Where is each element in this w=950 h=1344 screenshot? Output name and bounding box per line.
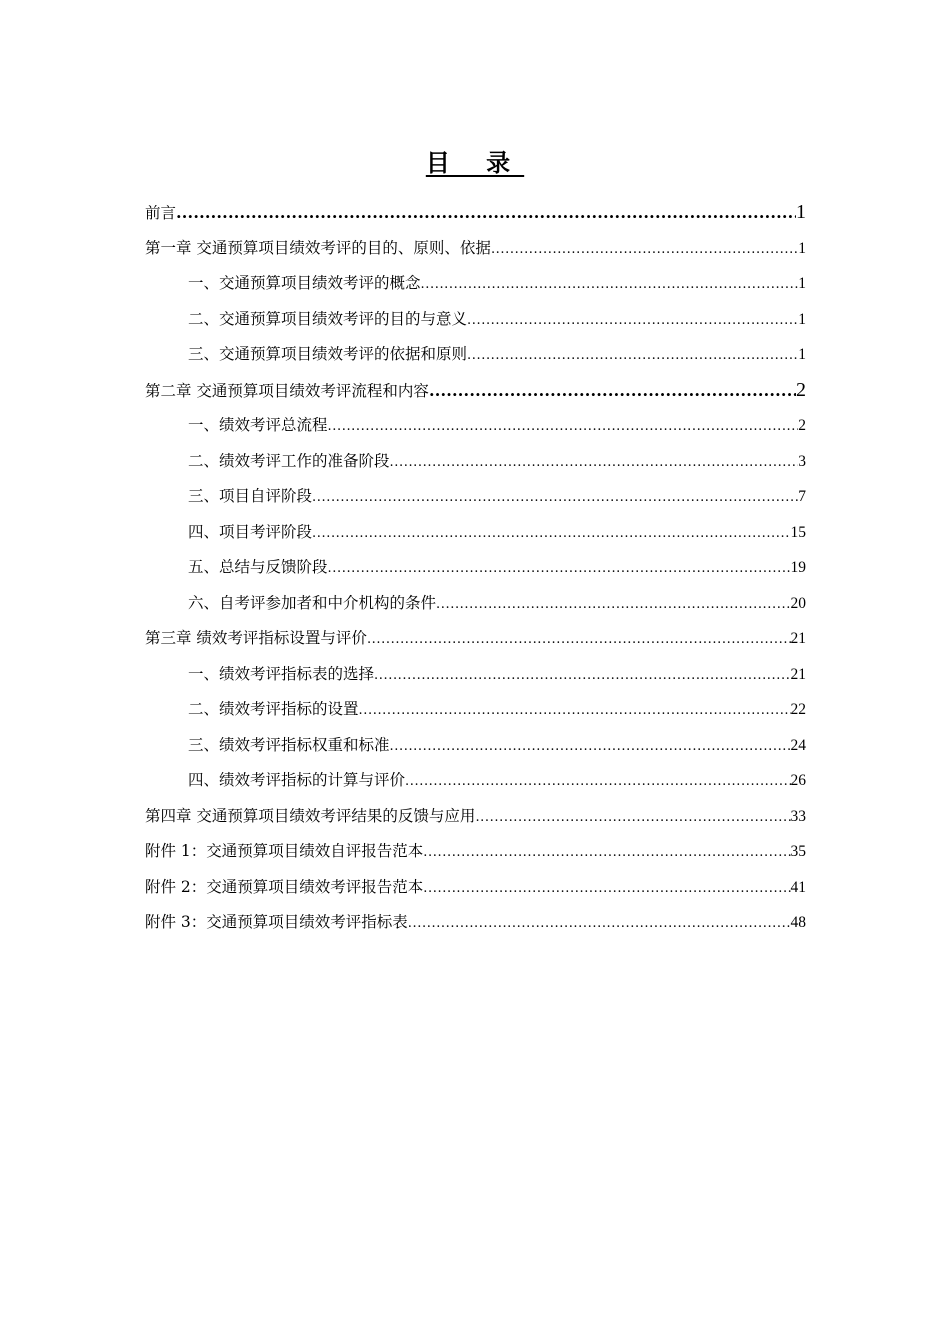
toc-entry-section[interactable] xyxy=(145,728,806,764)
toc-entry-page: 21 xyxy=(790,630,806,647)
toc-entry-section[interactable] xyxy=(145,444,806,480)
toc-entry-page: 24 xyxy=(790,736,806,754)
toc-entry-section[interactable] xyxy=(145,408,806,444)
toc-entry-page: 7 xyxy=(798,488,806,505)
toc-entry-label: 三、项目自评阶段 xyxy=(188,487,313,505)
toc-leader-dots xyxy=(359,693,791,729)
toc-entry-page: 2 xyxy=(798,417,806,434)
toc-leader-dots xyxy=(176,195,796,231)
toc-entry-page: 26 xyxy=(790,772,806,789)
toc-title: 目 录 xyxy=(425,149,525,177)
toc-list xyxy=(145,195,806,941)
toc-entry-page: 15 xyxy=(790,523,806,541)
toc-leader-dots xyxy=(475,800,790,836)
toc-entry-page: 48 xyxy=(790,914,806,931)
toc-entry-label: 前言 xyxy=(145,204,177,222)
toc-leader-dots xyxy=(467,303,798,339)
toc-entry-page: 41 xyxy=(790,878,806,896)
toc-entry-page: 35 xyxy=(790,843,806,860)
toc-entry-label: 第二章 交通预算项目绩效考评流程和内容 xyxy=(145,381,429,400)
toc-leader-dots xyxy=(328,409,799,445)
toc-entry-label: 二、交通预算项目绩效考评的目的与意义 xyxy=(188,309,468,328)
toc-entry-label: 一、绩效考评总流程 xyxy=(188,416,328,434)
toc-leader-dots xyxy=(390,729,791,765)
toc-leader-dots xyxy=(405,764,790,800)
toc-entry-label: 附件 2：交通预算项目绩效考评报告范本 xyxy=(145,877,424,896)
toc-entry-section[interactable] xyxy=(145,302,806,338)
toc-entry-page: 1 xyxy=(798,275,806,292)
toc-entry-page: 1 xyxy=(798,346,806,363)
toc-entry-label: 二、绩效考评工作的准备阶段 xyxy=(188,451,390,470)
toc-entry-page: 22 xyxy=(790,701,806,718)
toc-entry-chapter-3[interactable] xyxy=(145,621,806,657)
toc-leader-dots xyxy=(423,835,790,871)
toc-entry-label: 第三章 绩效考评指标设置与评价 xyxy=(145,629,367,647)
toc-entry-chapter-1[interactable] xyxy=(145,231,806,267)
toc-leader-dots xyxy=(436,587,790,623)
toc-entry-section[interactable] xyxy=(145,763,806,799)
toc-entry-chapter-4[interactable] xyxy=(145,799,806,835)
toc-entry-label: 六、自考评参加者和中介机构的条件 xyxy=(188,593,437,612)
toc-entry-section[interactable] xyxy=(145,586,806,622)
toc-leader-dots xyxy=(423,871,790,907)
toc-entry-section[interactable] xyxy=(145,657,806,693)
toc-entry-page: 21 xyxy=(790,665,806,683)
toc-entry-label: 附件 3：交通预算项目绩效考评指标表 xyxy=(145,913,408,931)
toc-entry-chapter-2[interactable] xyxy=(145,373,806,409)
toc-entry-page: 3 xyxy=(798,452,806,470)
toc-entry-label: 二、绩效考评指标的设置 xyxy=(188,700,359,718)
toc-entry-label: 五、总结与反馈阶段 xyxy=(188,558,328,576)
toc-leader-dots xyxy=(429,373,796,409)
toc-entry-page: 1 xyxy=(798,239,806,257)
toc-entry-page: 33 xyxy=(790,807,806,825)
toc-leader-dots xyxy=(367,622,791,658)
toc-entry-page: 19 xyxy=(790,559,806,576)
toc-entry-section[interactable] xyxy=(145,479,806,515)
toc-entry-appendix-3[interactable] xyxy=(145,905,806,941)
toc-leader-dots xyxy=(491,232,798,268)
toc-entry-section[interactable] xyxy=(145,550,806,586)
toc-entry-section[interactable] xyxy=(145,266,806,302)
toc-entry-label: 一、交通预算项目绩效考评的概念 xyxy=(188,274,421,292)
toc-entry-appendix-2[interactable] xyxy=(145,870,806,906)
toc-entry-label: 第四章 交通预算项目绩效考评结果的反馈与应用 xyxy=(145,806,476,825)
toc-entry-section[interactable] xyxy=(145,692,806,728)
toc-leader-dots xyxy=(390,445,799,481)
toc-leader-dots xyxy=(312,516,790,552)
toc-entry-label: 一、绩效考评指标表的选择 xyxy=(188,664,375,683)
toc-entry-preface[interactable] xyxy=(145,195,806,231)
toc-leader-dots xyxy=(467,338,798,374)
toc-entry-page: 1 xyxy=(798,310,806,328)
toc-entry-section[interactable] xyxy=(145,337,806,373)
toc-entry-label: 附件 1：交通预算项目绩效自评报告范本 xyxy=(145,842,424,860)
toc-entry-label: 四、绩效考评指标的计算与评价 xyxy=(188,771,406,789)
toc-entry-section[interactable] xyxy=(145,515,806,551)
toc-entry-label: 四、项目考评阶段 xyxy=(188,522,313,541)
toc-leader-dots xyxy=(421,267,799,303)
toc-leader-dots xyxy=(374,658,790,694)
toc-entry-label: 三、交通预算项目绩效考评的依据和原则 xyxy=(188,345,468,363)
toc-leader-dots xyxy=(408,906,791,942)
toc-leader-dots xyxy=(312,480,798,516)
toc-entry-page: 20 xyxy=(790,594,806,612)
toc-entry-page: 2 xyxy=(796,378,806,401)
toc-leader-dots xyxy=(328,551,791,587)
toc-entry-label: 第一章 交通预算项目绩效考评的目的、原则、依据 xyxy=(145,238,491,257)
toc-entry-appendix-1[interactable] xyxy=(145,834,806,870)
toc-entry-label: 三、绩效考评指标权重和标准 xyxy=(188,735,390,754)
toc-entry-page: 1 xyxy=(796,201,806,223)
